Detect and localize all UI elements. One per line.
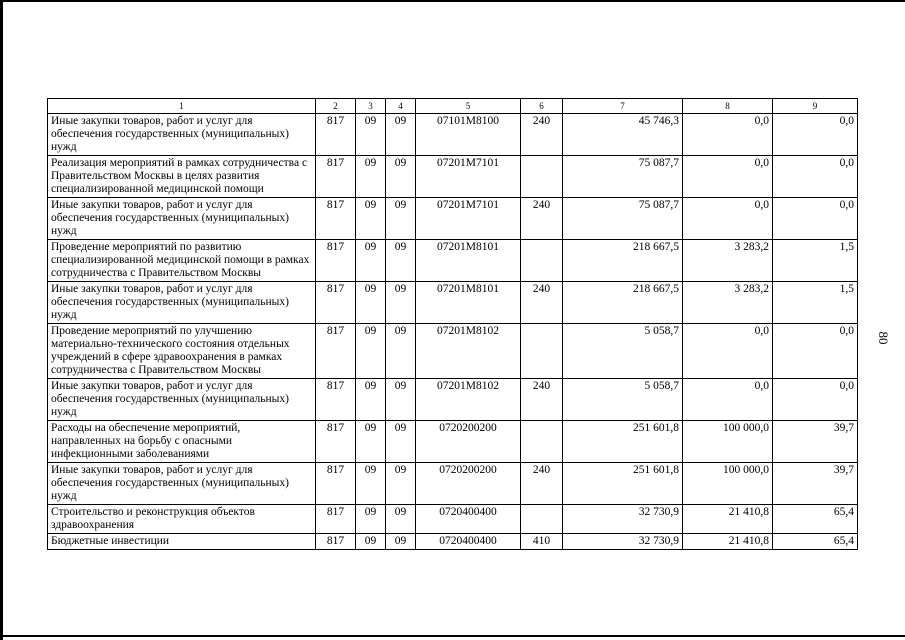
subsection-cell: 09 [386, 463, 416, 505]
subsection-cell: 09 [386, 324, 416, 379]
execution-percent-cell: 65,4 [773, 534, 858, 550]
item-name-cell: Иные закупки товаров, работ и услуг для обеспечения государственных (муниципальных) нужд [48, 379, 316, 421]
target-article-cell: 07201М8102 [416, 324, 521, 379]
executed-amount-cell: 0,0 [683, 114, 773, 156]
target-article-cell: 07201М7101 [416, 156, 521, 198]
executed-amount-cell: 0,0 [683, 379, 773, 421]
subsection-cell: 09 [386, 198, 416, 240]
executed-amount-cell: 0,0 [683, 198, 773, 240]
executed-amount-cell: 21 410,8 [683, 534, 773, 550]
approved-amount-cell: 251 601,8 [563, 421, 683, 463]
expense-type-cell [521, 505, 563, 534]
column-header-4: 4 [386, 99, 416, 114]
execution-percent-cell: 0,0 [773, 379, 858, 421]
ministry-code-cell: 817 [316, 240, 356, 282]
subsection-cell: 09 [386, 240, 416, 282]
target-article-cell: 07101М8100 [416, 114, 521, 156]
executed-amount-cell: 3 283,2 [683, 240, 773, 282]
subsection-cell: 09 [386, 114, 416, 156]
ministry-code-cell: 817 [316, 324, 356, 379]
table-row [48, 282, 858, 324]
target-article-cell: 07201М7101 [416, 198, 521, 240]
section-cell: 09 [356, 534, 386, 550]
approved-amount-cell: 218 667,5 [563, 282, 683, 324]
table-row [48, 534, 858, 550]
executed-amount-cell: 3 283,2 [683, 282, 773, 324]
approved-amount-cell: 5 058,7 [563, 379, 683, 421]
expense-type-cell: 240 [521, 114, 563, 156]
expense-type-cell: 240 [521, 282, 563, 324]
target-article-cell: 0720200200 [416, 421, 521, 463]
subsection-cell: 09 [386, 534, 416, 550]
execution-percent-cell: 39,7 [773, 463, 858, 505]
executed-amount-cell: 0,0 [683, 156, 773, 198]
item-name-cell: Проведение мероприятий по развитию специализированной медицинской помощи в рамках сотрудничества с Правительством Москвы [48, 240, 316, 282]
expense-type-cell [521, 240, 563, 282]
expense-type-cell: 240 [521, 463, 563, 505]
subsection-cell: 09 [386, 421, 416, 463]
item-name-cell: Иные закупки товаров, работ и услуг для обеспечения государственных (муниципальных) нужд [48, 463, 316, 505]
section-cell: 09 [356, 240, 386, 282]
execution-percent-cell: 0,0 [773, 114, 858, 156]
ministry-code-cell: 817 [316, 114, 356, 156]
column-header-6: 6 [521, 99, 563, 114]
table-row [48, 421, 858, 463]
target-article-cell: 0720200200 [416, 463, 521, 505]
item-name-cell: Иные закупки товаров, работ и услуг для обеспечения государственных (муниципальных) нужд [48, 198, 316, 240]
section-cell: 09 [356, 421, 386, 463]
approved-amount-cell: 218 667,5 [563, 240, 683, 282]
target-article-cell: 07201М8101 [416, 282, 521, 324]
table-row [48, 156, 858, 198]
subsection-cell: 09 [386, 282, 416, 324]
approved-amount-cell: 75 087,7 [563, 198, 683, 240]
table-row [48, 114, 858, 156]
expense-type-cell [521, 324, 563, 379]
expense-type-cell: 240 [521, 379, 563, 421]
item-name-cell: Проведение мероприятий по улучшению материально-технического состояния отдельных учреждений в сфере здравоохранения в рамках сотрудничества с Правительством Москвы [48, 324, 316, 379]
execution-percent-cell: 65,4 [773, 505, 858, 534]
expense-type-cell: 240 [521, 198, 563, 240]
column-header-9: 9 [773, 99, 858, 114]
column-header-5: 5 [416, 99, 521, 114]
section-cell: 09 [356, 463, 386, 505]
target-article-cell: 07201М8102 [416, 379, 521, 421]
column-header-2: 2 [316, 99, 356, 114]
item-name-cell: Иные закупки товаров, работ и услуг для обеспечения государственных (муниципальных) нужд [48, 114, 316, 156]
approved-amount-cell: 32 730,9 [563, 534, 683, 550]
table-row [48, 324, 858, 379]
item-name-cell: Строительство и реконструкция объектов здравоохранения [48, 505, 316, 534]
item-name-cell: Расходы на обеспечение мероприятий, направленных на борьбу с опасными инфекционными заболеваниями [48, 421, 316, 463]
item-name-cell: Бюджетные инвестиции [48, 534, 316, 550]
budget-table [47, 98, 858, 550]
target-article-cell: 0720400400 [416, 505, 521, 534]
page-border-top [0, 0, 905, 2]
target-article-cell: 0720400400 [416, 534, 521, 550]
page-number: 80 [876, 331, 891, 345]
column-header-8: 8 [683, 99, 773, 114]
ministry-code-cell: 817 [316, 198, 356, 240]
section-cell: 09 [356, 156, 386, 198]
section-cell: 09 [356, 198, 386, 240]
page-border-left [0, 0, 3, 640]
expense-type-cell [521, 156, 563, 198]
column-header-7: 7 [563, 99, 683, 114]
column-header-1: 1 [48, 99, 316, 114]
table-row [48, 463, 858, 505]
item-name-cell: Иные закупки товаров, работ и услуг для обеспечения государственных (муниципальных) нужд [48, 282, 316, 324]
approved-amount-cell: 251 601,8 [563, 463, 683, 505]
table-header-row [48, 99, 858, 114]
ministry-code-cell: 817 [316, 534, 356, 550]
executed-amount-cell: 100 000,0 [683, 463, 773, 505]
target-article-cell: 07201М8101 [416, 240, 521, 282]
table-row [48, 198, 858, 240]
executed-amount-cell: 100 000,0 [683, 421, 773, 463]
column-header-3: 3 [356, 99, 386, 114]
ministry-code-cell: 817 [316, 379, 356, 421]
table-body [48, 114, 858, 550]
section-cell: 09 [356, 324, 386, 379]
subsection-cell: 09 [386, 156, 416, 198]
approved-amount-cell: 32 730,9 [563, 505, 683, 534]
execution-percent-cell: 1,5 [773, 282, 858, 324]
subsection-cell: 09 [386, 379, 416, 421]
ministry-code-cell: 817 [316, 463, 356, 505]
section-cell: 09 [356, 282, 386, 324]
execution-percent-cell: 0,0 [773, 324, 858, 379]
ministry-code-cell: 817 [316, 505, 356, 534]
execution-percent-cell: 0,0 [773, 156, 858, 198]
ministry-code-cell: 817 [316, 282, 356, 324]
execution-percent-cell: 39,7 [773, 421, 858, 463]
execution-percent-cell: 1,5 [773, 240, 858, 282]
approved-amount-cell: 5 058,7 [563, 324, 683, 379]
expense-type-cell [521, 421, 563, 463]
section-cell: 09 [356, 379, 386, 421]
section-cell: 09 [356, 505, 386, 534]
subsection-cell: 09 [386, 505, 416, 534]
approved-amount-cell: 75 087,7 [563, 156, 683, 198]
ministry-code-cell: 817 [316, 421, 356, 463]
item-name-cell: Реализация мероприятий в рамках сотрудничества с Правительством Москвы в целях развития специализированной медицинской помощи [48, 156, 316, 198]
ministry-code-cell: 817 [316, 156, 356, 198]
executed-amount-cell: 0,0 [683, 324, 773, 379]
table-row [48, 240, 858, 282]
table-row [48, 379, 858, 421]
table-row [48, 505, 858, 534]
expense-type-cell: 410 [521, 534, 563, 550]
page-border-bottom [0, 635, 905, 637]
execution-percent-cell: 0,0 [773, 198, 858, 240]
approved-amount-cell: 45 746,3 [563, 114, 683, 156]
section-cell: 09 [356, 114, 386, 156]
executed-amount-cell: 21 410,8 [683, 505, 773, 534]
